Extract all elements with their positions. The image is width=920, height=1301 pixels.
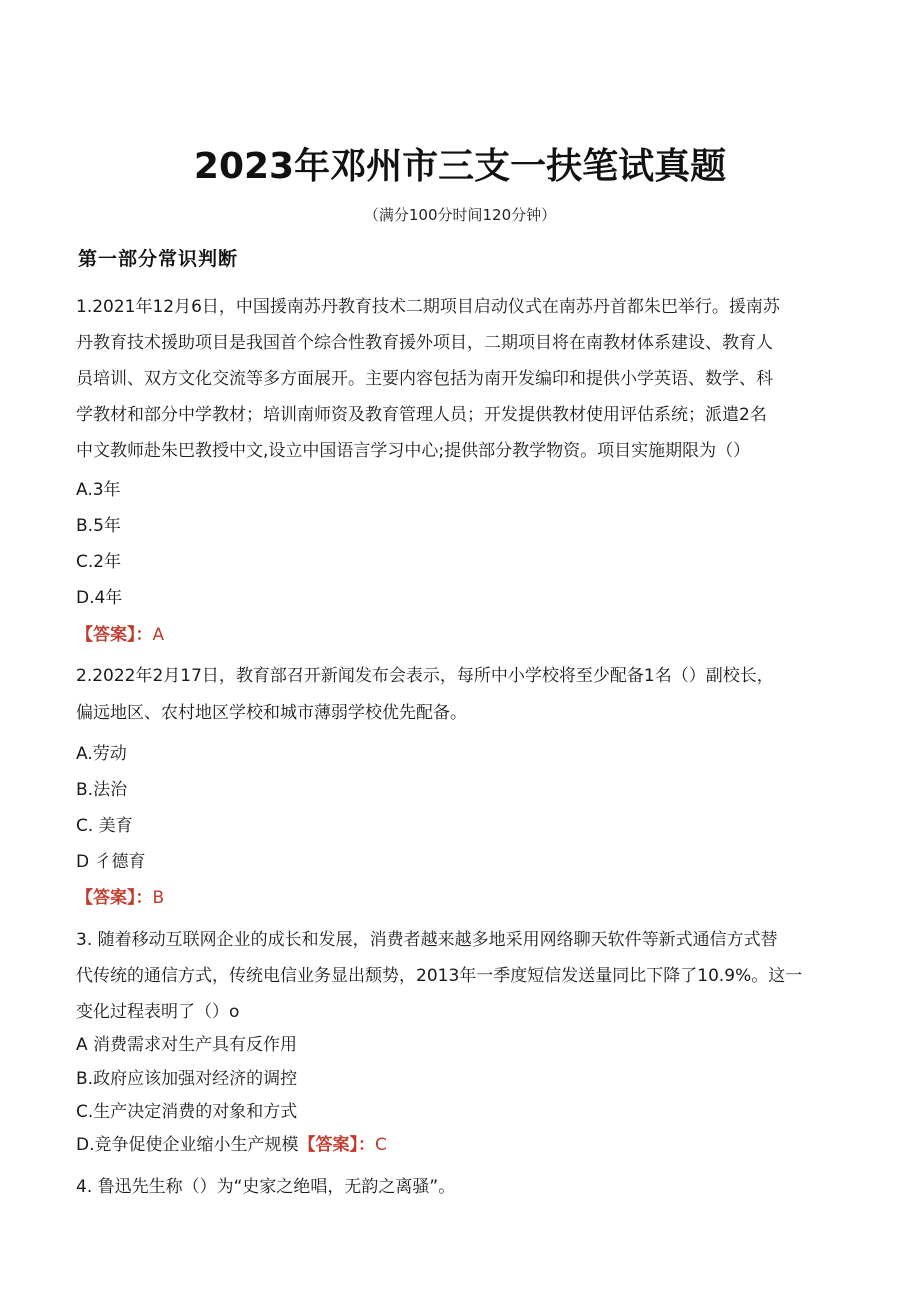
q2-option-a: A.劳动 (76, 744, 127, 764)
q1-line: 中文教师赴朱巴教授中文,设立中国语言学习中心;提供部分教学物资。项目实施期限为（） (76, 441, 751, 461)
q2-option-d: D 彳德育 (76, 852, 146, 872)
q1-answer (76, 620, 164, 645)
q2-option-c: C. 美育 (76, 816, 133, 836)
answer-label: 【答案】： (76, 625, 153, 645)
q1-option-b: B.5年 (76, 516, 121, 536)
q2-line: 偏远地区、农村地区学校和城市薄弱学校优先配备。 (76, 703, 467, 723)
q2-answer (76, 883, 164, 908)
q3-option-b: B.政府应该加强对经济的调控 (76, 1069, 298, 1089)
q1-option-a: A.3年 (76, 480, 121, 500)
q3-option-d-text: D.竞争促使企业缩小生产规模 (76, 1135, 299, 1155)
q1-option-d: D.4年 (76, 588, 123, 608)
q3-line: 变化过程表明了（）o (76, 1002, 240, 1022)
q3-line: 3. 随着移动互联网企业的成长和发展，消费者越来越多地采用网络聊天软件等新式通信方式替 (76, 930, 778, 950)
q2-line: 2.2022年2月17日，教育部召开新闻发布会表示，每所中小学校将至少配备1名（）副校长， (76, 666, 774, 686)
q1-line: 员培训、双方文化交流等多方面展开。主要内容包括为南开发编印和提供小学英语、数学、科 (76, 369, 773, 389)
q3-line: 代传统的通信方式，传统电信业务显出颓势，2013年一季度短信发送量同比下降了10.9%。这一 (76, 966, 803, 986)
q3-option-d (76, 1130, 387, 1155)
q2-option-b: B.法治 (76, 780, 128, 800)
q1-line: 丹教育技术援助项目是我国首个综合性教育援外项目，二期项目将在南教材体系建设、教育人 (76, 333, 773, 353)
answer-label: 【答案】： (298, 1135, 375, 1155)
q1-line: 1.2021年12月6日，中国援南苏丹教育技术二期项目启动仪式在南苏丹首都朱巴举行。援南苏 (76, 297, 780, 317)
q3-option-a: A 消费需求对生产具有反作用 (76, 1035, 298, 1055)
answer-value: B (152, 888, 165, 908)
answer-value: A (152, 625, 165, 645)
answer-label: 【答案】： (76, 888, 153, 908)
q1-option-c: C.2年 (76, 552, 122, 572)
section-heading: 第一部分常识判断 (78, 248, 239, 270)
q3-option-c: C.生产决定消费的对象和方式 (76, 1102, 298, 1122)
q1-line: 学教材和部分中学教材；培训南师资及教育管理人员；开发提供教材使用评估系统；派遣2名 (76, 405, 767, 425)
page-title: 2023年邓州市三支一扶笔试真题 (193, 146, 727, 187)
exam-info: （满分100分时间120分钟） (363, 206, 557, 224)
q4-line: 4. 鲁迅先生称（）为“史家之绝唱，无韵之离骚”。 (76, 1177, 456, 1197)
answer-value: C (375, 1135, 387, 1155)
